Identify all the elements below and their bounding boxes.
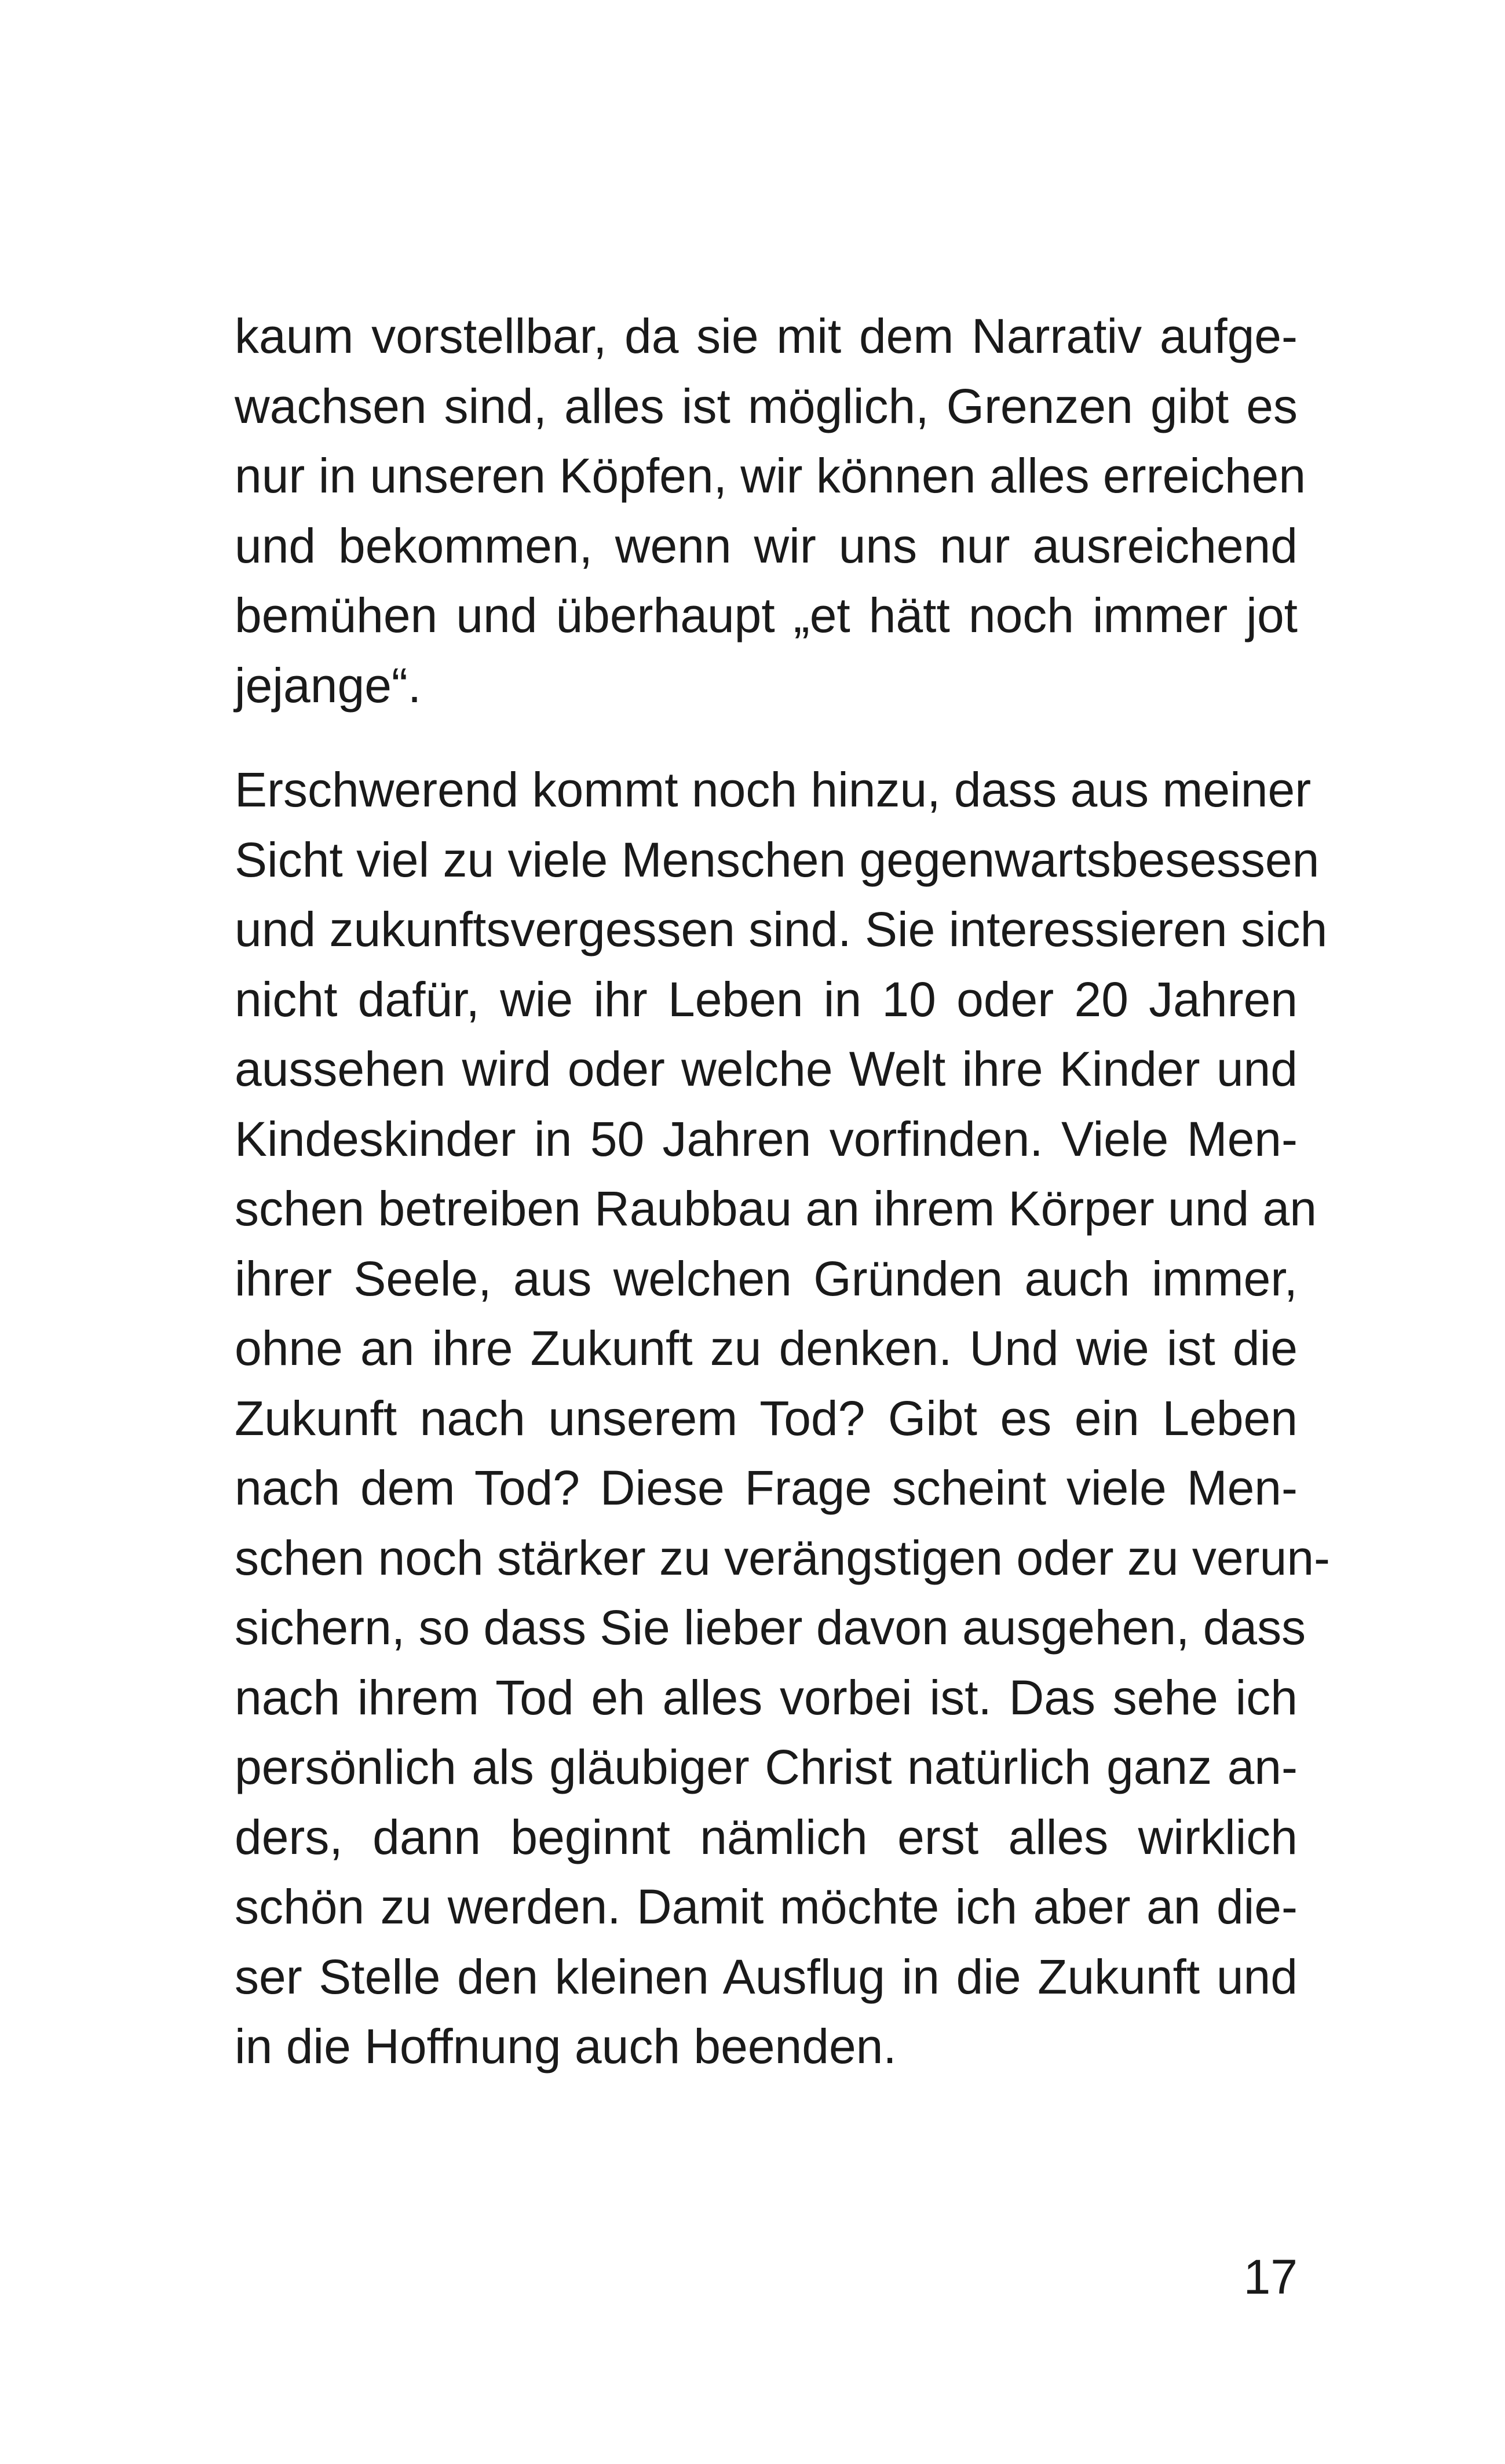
- text-line: nur in unseren Köpfen, wir können alles erreichen: [235, 448, 1306, 503]
- text-line: schön zu werden. Damit möchte ich aber an die-: [235, 1879, 1298, 1934]
- text-line: Zukunft nach unserem Tod? Gibt es ein Leben: [235, 1390, 1298, 1445]
- text-line: nicht dafür, wie ihr Leben in 10 oder 20 Jahren: [235, 972, 1298, 1027]
- text-line: ohne an ihre Zukunft zu denken. Und wie ist die: [235, 1321, 1298, 1375]
- text-line: ser Stelle den kleinen Ausflug in die Zukunft und: [235, 1949, 1298, 2004]
- text-line: sichern, so dass Sie lieber davon ausgehen, dass: [235, 1600, 1306, 1655]
- text-line: Kindeskinder in 50 Jahren vorfinden. Viele Men-: [235, 1111, 1298, 1166]
- text-line: nach ihrem Tod eh alles vorbei ist. Das sehe ich: [235, 1670, 1298, 1725]
- text-line: schen betreiben Raubbau an ihrem Körper und an: [235, 1181, 1317, 1236]
- text-line: persönlich als gläubiger Christ natürlich ganz an-: [235, 1740, 1298, 1794]
- text-line: wachsen sind, alles ist möglich, Grenzen gibt es: [235, 378, 1298, 433]
- paragraph-1: [235, 301, 1306, 720]
- text-line: und bekommen, wenn wir uns nur ausreichend: [235, 518, 1298, 573]
- page-number: 17: [1243, 2250, 1298, 2304]
- body-text: [235, 301, 1331, 2082]
- text-line: schen noch stärker zu verängstigen oder zu verun-: [235, 1530, 1331, 1585]
- text-line: jejange“.: [235, 658, 422, 713]
- text-line: nach dem Tod? Diese Frage scheint viele Men-: [235, 1461, 1298, 1515]
- text-line: ders, dann beginnt nämlich erst alles wirklich: [235, 1809, 1298, 1864]
- text-line: aussehen wird oder welche Welt ihre Kinder und: [235, 1042, 1298, 1096]
- text-line: kaum vorstellbar, da sie mit dem Narrativ aufge-: [235, 309, 1298, 363]
- text-line: in die Hoffnung auch beenden.: [235, 2019, 897, 2074]
- text-line: und zukunftsvergessen sind. Sie interessieren sich: [235, 902, 1328, 957]
- paragraph-2: [235, 755, 1331, 2082]
- text-line: bemühen und überhaupt „et hätt noch immer jot: [235, 588, 1298, 643]
- text-line: Erschwerend kommt noch hinzu, dass aus meiner: [235, 762, 1312, 817]
- text-line: Sicht viel zu viele Menschen gegenwartsbesessen: [235, 832, 1320, 887]
- text-line: ihrer Seele, aus welchen Gründen auch immer,: [235, 1251, 1298, 1306]
